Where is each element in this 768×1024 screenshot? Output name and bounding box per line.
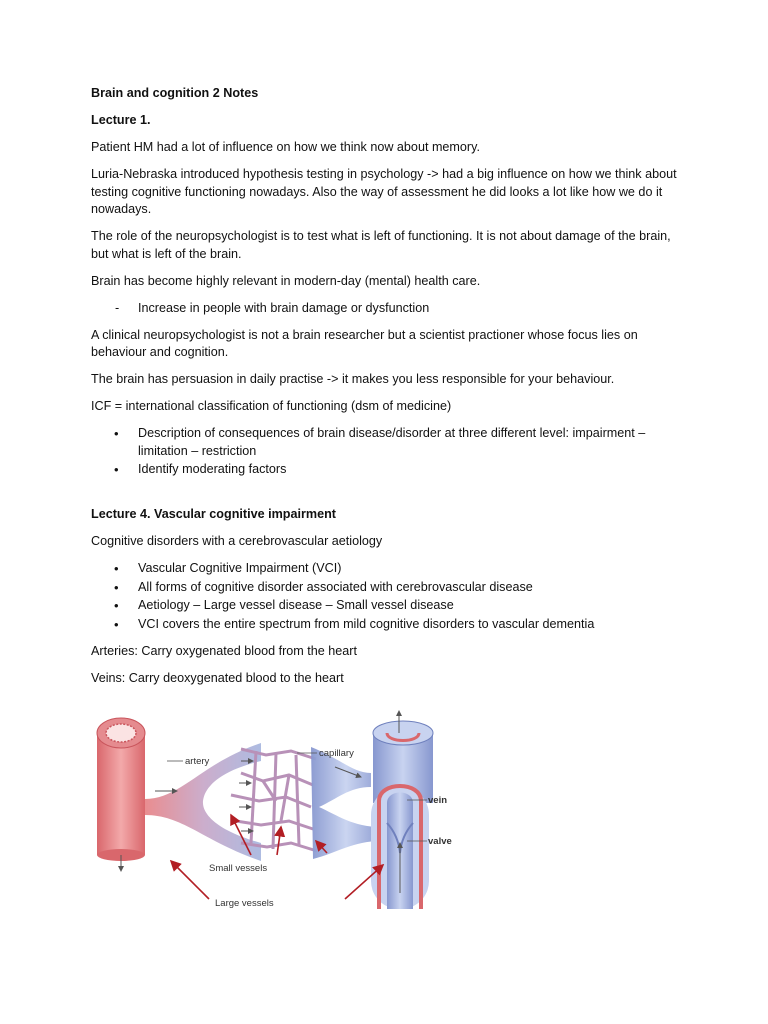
vein-label: vein (428, 795, 448, 806)
paragraph: Patient HM had a lot of influence on how we think now about memory. (91, 140, 480, 154)
dash-list (91, 300, 691, 318)
list-item: • Description of consequences of brain disease/disorder at three different level: impairment – limitation – restriction (91, 425, 691, 460)
list-item: - Increase in people with brain damage or dysfunction (91, 300, 691, 318)
paragraph: A clinical neuropsychologist is not a brain researcher but a scientist practioner whose focus lies on behaviour and cognition. (91, 327, 638, 359)
lecture-4-heading: Lecture 4. Vascular cognitive impairment (91, 507, 336, 521)
paragraph: Veins: Carry deoxygenated blood to the heart (91, 670, 344, 685)
paragraph: The brain has persuasion in daily practise -> it makes you less responsible for your behaviour. (91, 372, 615, 386)
bullet-list (91, 425, 691, 479)
paragraph: Arteries: Carry oxygenated blood from the heart (91, 643, 357, 658)
vein-shape (371, 711, 433, 909)
artery-label: artery (185, 756, 210, 767)
blood-vessel-diagram (91, 703, 455, 913)
paragraph: Brain has become highly relevant in modern-day (mental) health care. (91, 273, 481, 288)
paragraph: The role of the neuropsychologist is to test what is left of functioning. It is not about damage of the brain, but what is left of the brain. (91, 229, 671, 261)
valve-label: valve (428, 836, 452, 847)
list-item: • Identify moderating factors (91, 461, 691, 479)
paragraph: ICF = international classification of functioning (dsm of medicine) (91, 399, 452, 413)
vessel-illustration (91, 703, 455, 913)
list-item: • All forms of cognitive disorder associated with cerebrovascular disease (91, 579, 691, 597)
small-vessels-label: Small vessels (209, 863, 268, 874)
large-vessels-label: Large vessels (215, 898, 274, 909)
document-body (91, 85, 691, 697)
capillary-label: capillary (319, 748, 354, 759)
list-item: • VCI covers the entire spectrum from mild cognitive disorders to vascular dementia (91, 616, 691, 634)
artery-shape (97, 718, 145, 871)
lecture-1-heading: Lecture 1. (91, 113, 151, 127)
paragraph: Cognitive disorders with a cerebrovascular aetiology (91, 534, 383, 548)
document-title: Brain and cognition 2 Notes (91, 86, 259, 100)
bullet-list (91, 560, 691, 633)
list-item: • Aetiology – Large vessel disease – Small vessel disease (91, 597, 691, 615)
list-item: • Vascular Cognitive Impairment (VCI) (91, 560, 691, 578)
venule-branch (311, 747, 381, 859)
paragraph: Luria-Nebraska introduced hypothesis testing in psychology -> had a big influence on how we think about testing cognitive functioning nowadays. Also the way of assessment he did looks a lot like how we do it nowadays. (91, 167, 677, 216)
